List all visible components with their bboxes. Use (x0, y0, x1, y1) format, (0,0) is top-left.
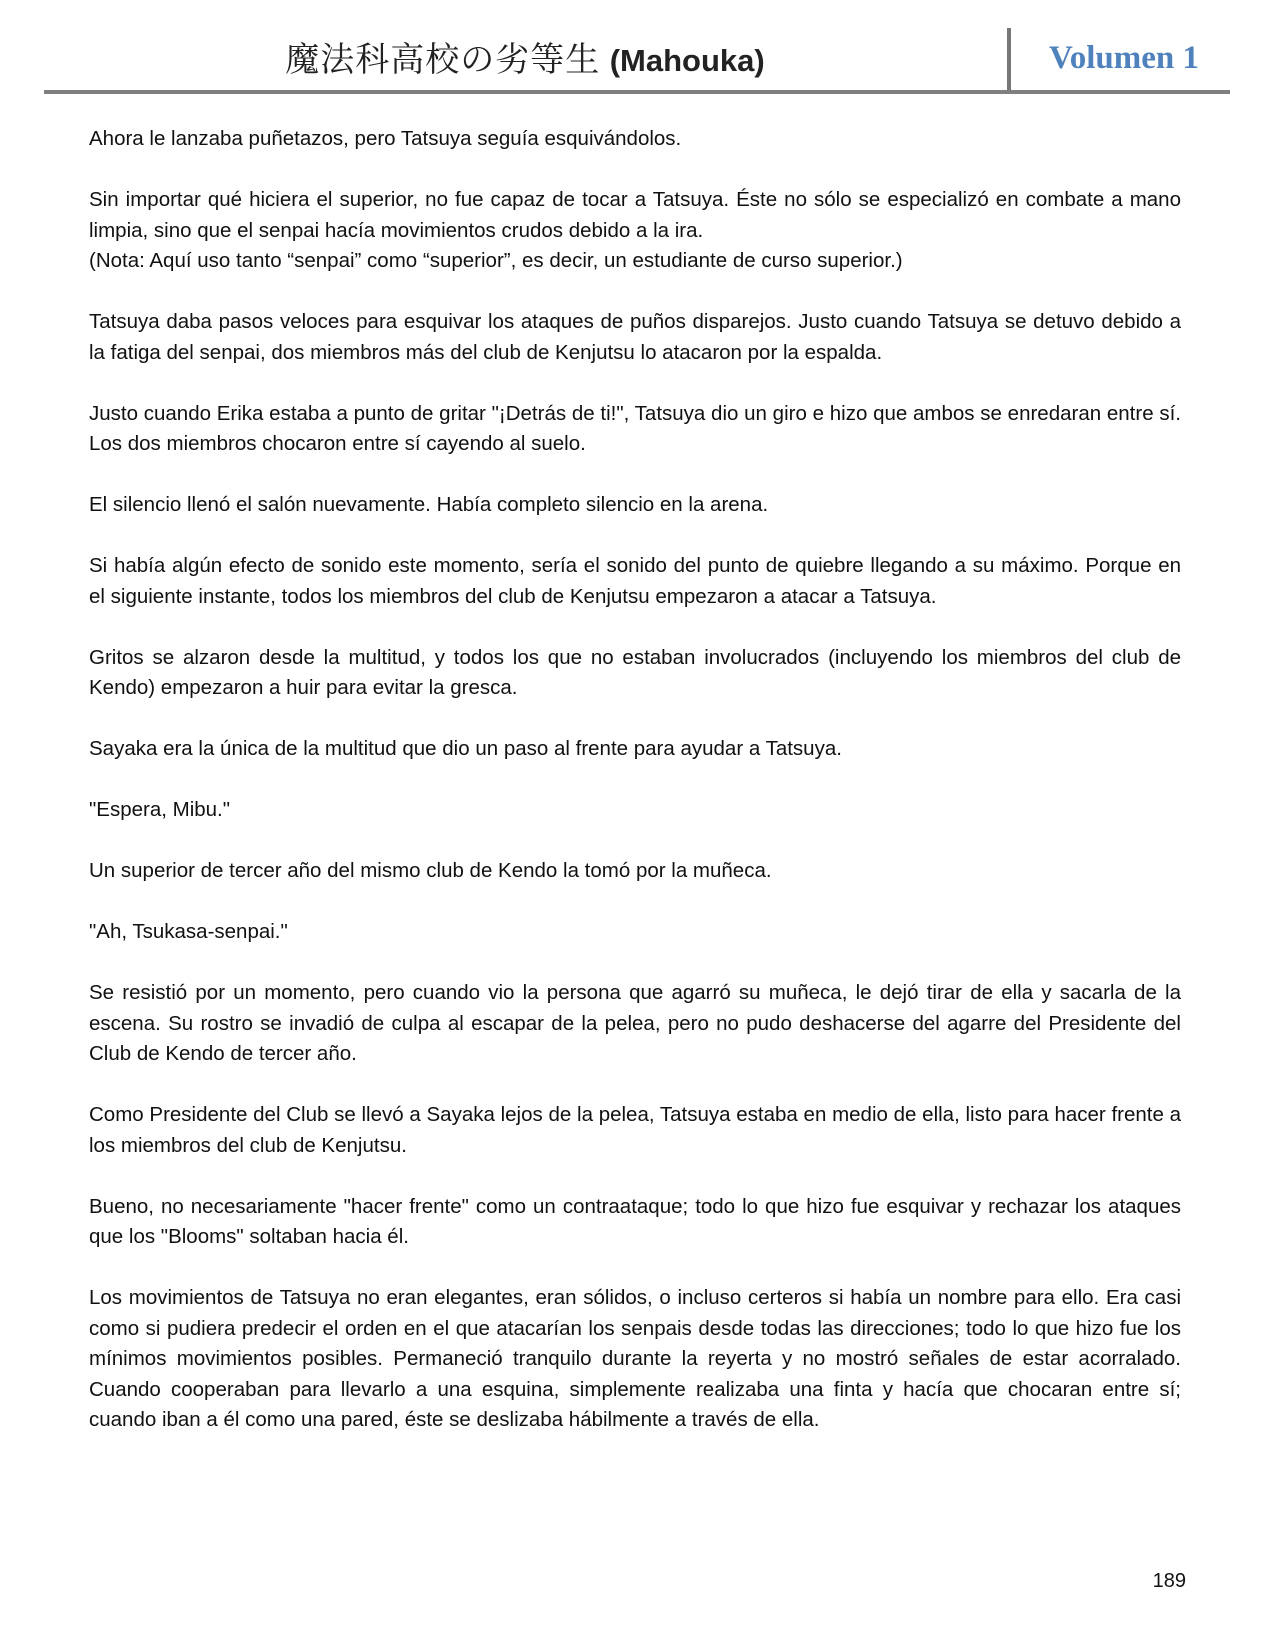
page-header (44, 28, 1230, 92)
paragraph-11: "Ah, Tsukasa-senpai." (89, 920, 288, 943)
paragraph-7: Gritos se alzaron desde la multitud, y todos los que no estaban involucrados (incluyendo los miembros del club de Kendo) empezaron a huir para evitar la gresca. (89, 645, 1181, 699)
paragraph-5: El silencio llenó el salón nuevamente. Había completo silencio en la arena. (89, 493, 769, 516)
paragraph-3: Tatsuya daba pasos veloces para esquivar los ataques de puños disparejos. Justo cuando Tatsuya se detuvo debido a la fatiga del senpai, dos miembros más del club de Kenjutsu lo atacaron por la espalda. (89, 310, 1181, 364)
paragraph-1: Ahora le lanzaba puñetazos, pero Tatsuya seguía esquivándolos. (89, 127, 682, 150)
paragraph-2-text: Sin importar qué hiciera el superior, no fue capaz de tocar a Tatsuya. Éste no sólo se especializó en combate a mano limpia, sino que el senpai hacía movimientos crudos debido a la ira. (89, 188, 1181, 242)
page-body (89, 124, 1181, 1466)
page-number: 189 (1152, 1570, 1186, 1592)
header-title-latin: (Mahouka) (609, 43, 765, 78)
paragraph-13: Como Presidente del Club se llevó a Sayaka lejos de la pelea, Tatsuya estaba en medio de ella, listo para hacer frente a los miembros del club de Kenjutsu. (89, 1103, 1181, 1157)
header-vertical-divider (1007, 28, 1011, 90)
paragraph-2 (89, 185, 1181, 277)
paragraph-4: Justo cuando Erika estaba a punto de gritar "¡Detrás de ti!", Tatsuya dio un giro e hizo que ambos se enredaran entre sí. Los dos miembros chocaron entre sí cayendo al suelo. (89, 401, 1181, 455)
header-horizontal-rule (44, 90, 1230, 94)
paragraph-10: Un superior de tercer año del mismo club de Kendo la tomó por la muñeca. (89, 859, 772, 882)
header-title-japanese: 魔法科高校の劣等生 (285, 40, 601, 80)
paragraph-12: Se resistió por un momento, pero cuando vio la persona que agarró su muñeca, le dejó tirar de ella y sacarla de la escena. Su rostro se invadió de culpa al escapar de la pelea, pero no pudo deshacerse del agarre del Presidente del Club de Kendo de tercer año. (89, 981, 1181, 1065)
header-title (44, 38, 1006, 83)
volume-label: Volumen 1 (1048, 40, 1200, 76)
translator-note: (Nota: Aquí uso tanto “senpai” como “superior”, es decir, un estudiante de curso superior.) (89, 249, 903, 272)
paragraph-14: Bueno, no necesariamente "hacer frente" como un contraataque; todo lo que hizo fue esquivar y rechazar los ataques que los "Blooms" soltaban hacia él. (89, 1194, 1181, 1248)
paragraph-9: "Espera, Mibu." (89, 798, 231, 821)
paragraph-8: Sayaka era la única de la multitud que dio un paso al frente para ayudar a Tatsuya. (89, 737, 842, 760)
paragraph-15: Los movimientos de Tatsuya no eran elegantes, eran sólidos, o incluso certeros si había un nombre para ello. Era casi como si pudiera predecir el orden en el que atacarían los senpais desde todas las direcciones; todo lo que hizo fue los mínimos movimientos posibles. Permaneció tranquilo durante la reyerta y no mostró señales de estar acorralado. Cuando cooperaban para llevarlo a una esquina, simplemente realizaba una finta y hacía que chocaran entre sí; cuando iban a él como una pared, éste se deslizaba hábilmente a través de ella. (89, 1286, 1181, 1431)
paragraph-6: Si había algún efecto de sonido este momento, sería el sonido del punto de quiebre llegando a su máximo. Porque en el siguiente instante, todos los miembros del club de Kenjutsu empezaron a atacar a Tatsuya. (89, 554, 1181, 608)
